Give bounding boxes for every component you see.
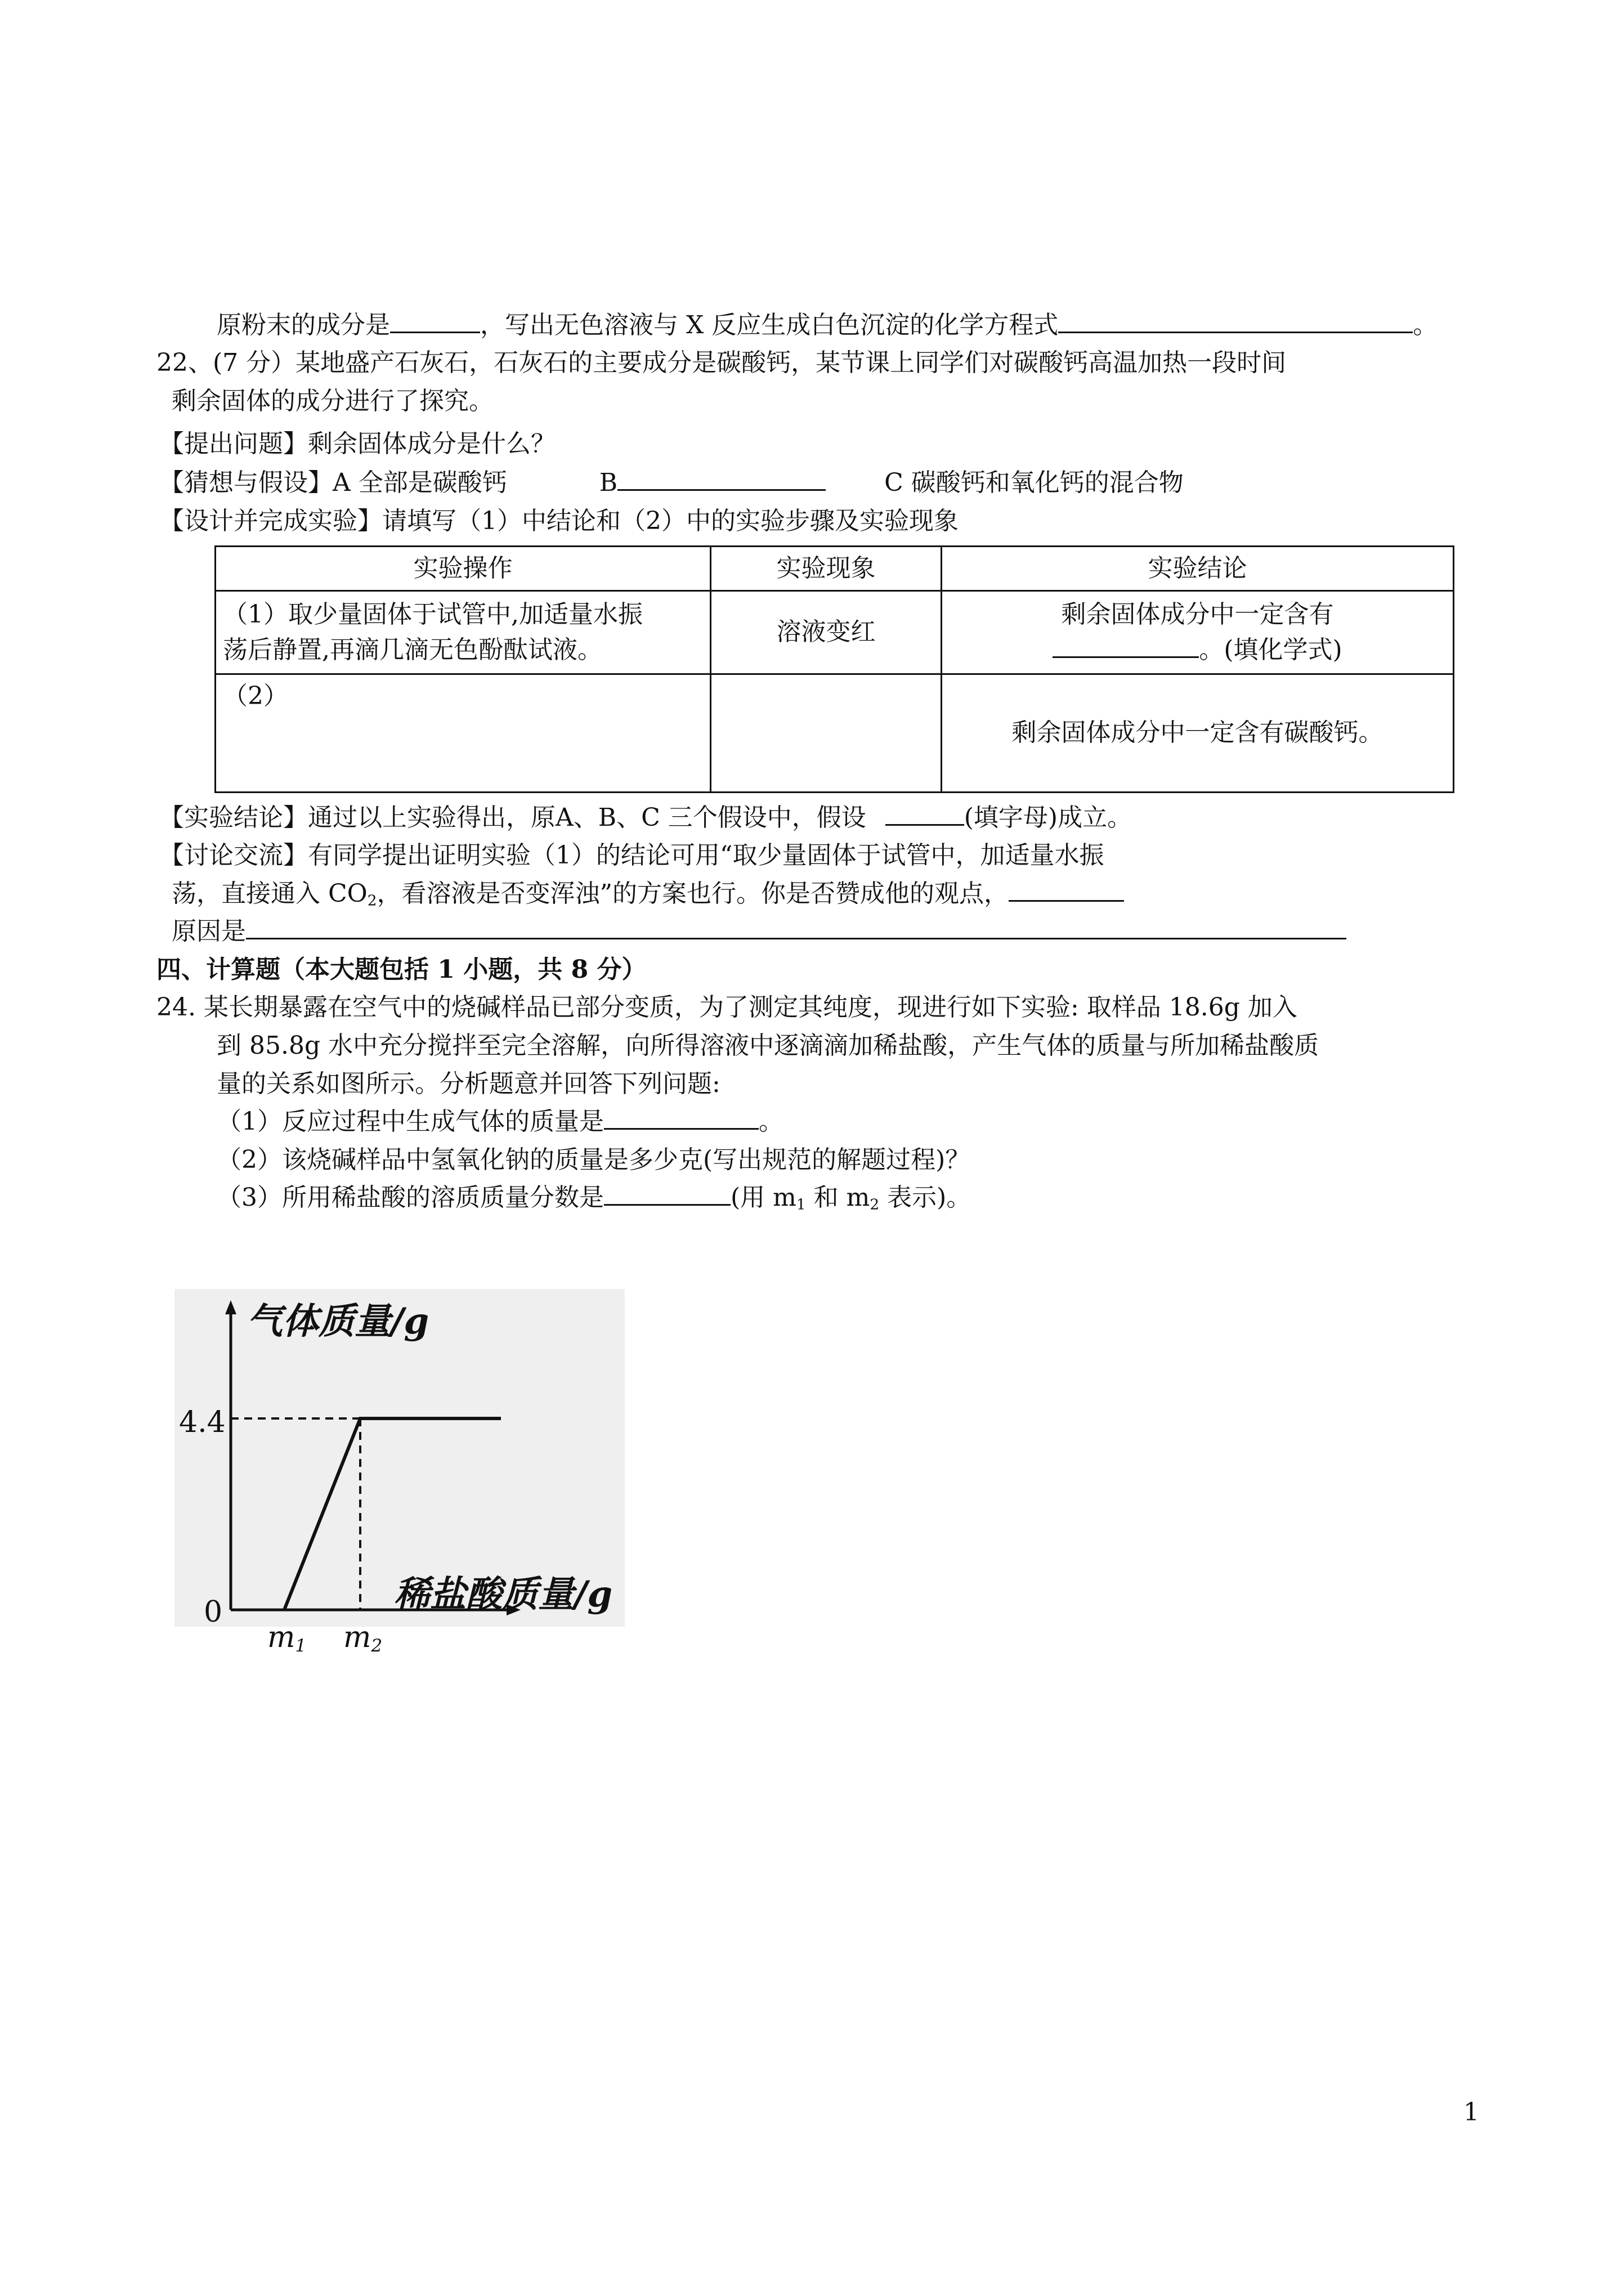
q24-sub3-m1-subscript: 1 — [796, 1196, 806, 1214]
q22-conclusion-blank — [885, 802, 964, 826]
q21-blank-equation — [1058, 309, 1413, 333]
q24-sub3-b: (用 m — [731, 1183, 796, 1212]
q24-sub2: （2）该烧碱样品中氢氧化钠的质量是多少克(写出规范的解题过程)？ — [217, 1145, 970, 1174]
row2-conclusion: 剩余固体成分中一定含有碳酸钙。 — [942, 674, 1454, 792]
row1-conclusion-blank — [1053, 634, 1199, 659]
q24-sub1-b: 。 — [759, 1107, 783, 1136]
table-header-conclusion: 实验结论 — [942, 547, 1454, 591]
hypothesis-c: C 碳酸钙和氧化钙的混合物 — [884, 468, 1184, 497]
row1-operation-line1: （1）取少量固体于试管中,加适量水振 — [223, 599, 643, 629]
row2-operation: （2） — [216, 674, 711, 792]
discuss-co2-subscript: 2 — [367, 892, 377, 910]
q22-question: 【提出问题】剩余固体成分是什么？ — [159, 429, 556, 458]
x-tick-m2: $m_2$ — [343, 1621, 383, 1656]
q24-sub3-d: 表示)。 — [879, 1183, 971, 1212]
hypothesis-a: 【猜想与假设】A 全部是碳酸钙 — [159, 468, 507, 497]
row1-phenomenon: 溶液变红 — [711, 590, 942, 674]
q21-blank-composition — [390, 309, 480, 333]
q22-conclusion-a: 【实验结论】通过以上实验得出，原A、B、C 三个假设中，假设 — [159, 803, 866, 832]
q24-sub1 — [217, 1103, 783, 1140]
q24-sub1-a: （1）反应过程中生成气体的质量是 — [217, 1107, 604, 1136]
x-tick-m1: $m_1$ — [267, 1621, 307, 1656]
row1-conclusion-line2: 。(填化学式) — [1199, 635, 1342, 665]
q22-reason-blank — [246, 915, 1346, 939]
q22-line1: 22、(7 分）某地盛产石灰石，石灰石的主要成分是碳酸钙，某节课上同学们对碳酸钙高温加热一段时间 — [156, 348, 1287, 377]
table-header-operation: 实验操作 — [216, 547, 711, 591]
q22-reason: 原因是 — [172, 917, 246, 946]
page-number: 1 — [1463, 2098, 1479, 2127]
q22-conclusion-b: (填字母)成立。 — [964, 803, 1132, 832]
q21-middle: ，写出无色溶液与 X 反应生成白色沉淀的化学方程式 — [480, 311, 1059, 339]
q21-prefix: 原粉末的成分是 — [217, 311, 390, 339]
discuss-opinion-blank — [1009, 878, 1124, 902]
q22-reason-line — [172, 913, 1346, 950]
y-tick-zero: 0 — [204, 1595, 223, 1629]
q24-sub3-m2-subscript: 2 — [870, 1196, 880, 1214]
q24-sub3-a: （3）所用稀盐酸的溶质质量分数是 — [217, 1183, 604, 1212]
q24-line1: 24. 某长期暴露在空气中的烧碱样品已部分变质，为了测定其纯度，现进行如下实验: 取样品 18.6g 加入 — [156, 993, 1297, 1022]
row1-conclusion — [942, 590, 1454, 674]
hypothesis-b-blank — [617, 467, 826, 491]
hypothesis-b: B — [599, 468, 618, 497]
q22-design: 【设计并完成实验】请填写（1）中结论和（2）中的实验步骤及实验现象 — [159, 507, 959, 535]
q22-line2: 剩余固体的成分进行了探究。 — [172, 387, 494, 415]
y-axis-arrow-icon — [225, 1300, 236, 1314]
q24-line2: 到 85.8g 水中充分搅拌至完全溶解，向所得溶液中逐滴滴加稀盐酸，产生气体的质量与所加稀盐酸质 — [217, 1031, 1319, 1060]
q24-sub3 — [217, 1179, 971, 1216]
row2-phenomenon — [711, 674, 942, 792]
row1-conclusion-line1: 剩余固体成分中一定含有 — [1061, 599, 1334, 629]
q22-hypothesis-line — [159, 464, 1184, 502]
q21-tail-line — [217, 307, 1438, 344]
x-axis-label: 稀盐酸质量/g — [394, 1573, 613, 1615]
table-header-phenomenon: 实验现象 — [711, 547, 942, 591]
row1-operation-line2: 荡后静置,再滴几滴无色酚酞试液。 — [223, 635, 602, 665]
experiment-table — [214, 545, 1454, 793]
discuss-line2-b: ，看溶液是否变浑浊”的方案也行。你是否赞成他的观点， — [377, 879, 1009, 908]
row1-operation — [216, 590, 711, 674]
q22-conclusion-line — [159, 799, 1132, 836]
q22-discuss-line2 — [172, 875, 1124, 912]
y-axis-label: 气体质量/g — [247, 1300, 429, 1342]
q24-sub1-blank — [604, 1106, 759, 1130]
q24-line3: 量的关系如图所示。分析题意并回答下列问题: — [217, 1069, 720, 1098]
q22-discuss-line1: 【讨论交流】有同学提出证明实验（1）的结论可用“取少量固体于试管中，加适量水振 — [159, 841, 1104, 870]
section4-title: 四、计算题（本大题包括 1 小题，共 8 分） — [156, 955, 647, 984]
gas-mass-graph — [174, 1289, 625, 1656]
q24-sub3-c: 和 m — [805, 1183, 870, 1212]
y-tick-top: 4.4 — [179, 1406, 226, 1439]
q21-end: 。 — [1413, 311, 1438, 339]
q24-sub3-blank — [604, 1181, 731, 1206]
discuss-line2-a: 荡，直接通入 CO — [172, 879, 368, 908]
